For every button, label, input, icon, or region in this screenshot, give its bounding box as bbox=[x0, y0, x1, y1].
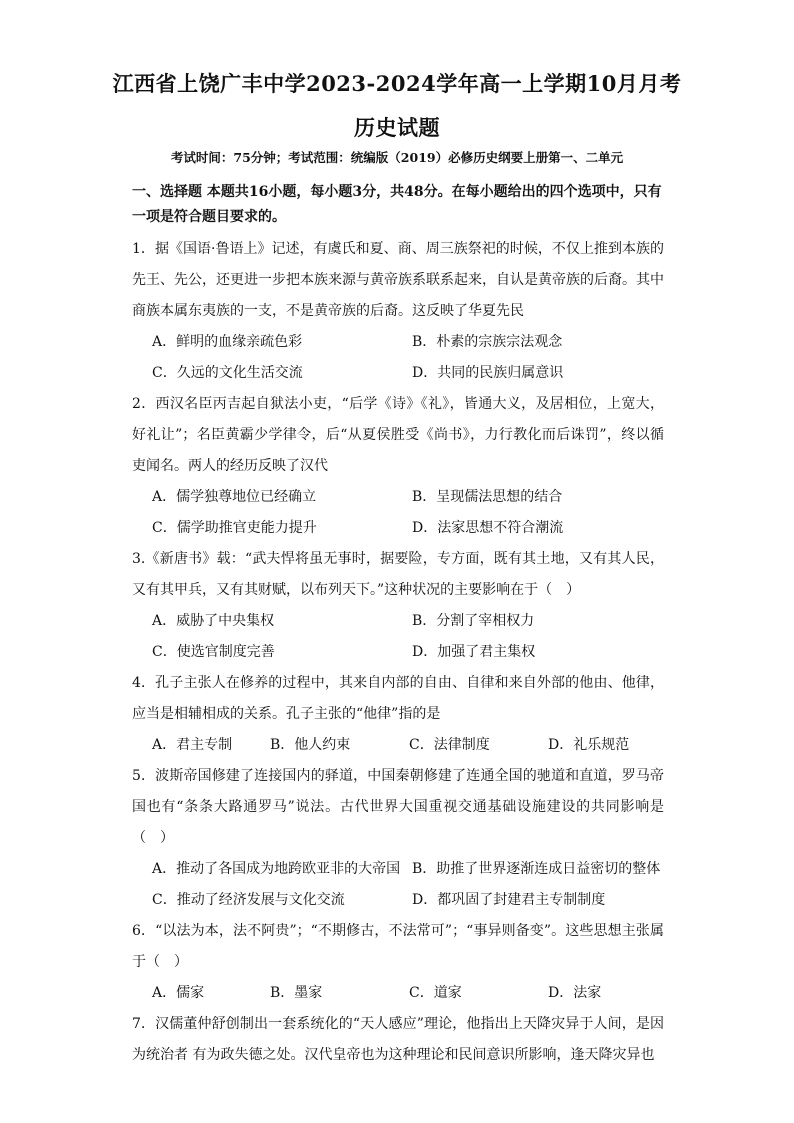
option-list bbox=[132, 978, 664, 1009]
option-a[interactable]: A．威胁了中央集权 bbox=[152, 613, 275, 629]
option-list bbox=[132, 327, 664, 389]
option-b[interactable]: B．助推了世界逐渐连成日益密切的整体 bbox=[412, 861, 661, 877]
option-a[interactable]: A．鲜明的血缘亲疏色彩 bbox=[152, 334, 303, 350]
question-stem: 3.《新唐书》载：“武夫悍将虽无事时，据要险，专方面，既有其土地，又有其人民，又有其甲兵，又有其财赋，以布列天下。”这种状况的主要影响在于（ ） bbox=[132, 551, 664, 598]
question-stem: 6．“以法为本，法不阿贵”；“不期修古，不法常可”；“事异则备变”。这些思想主张属于（ ） bbox=[132, 923, 664, 970]
option-a[interactable]: A．儒家 bbox=[152, 985, 205, 1001]
option-b[interactable]: B．墨家 bbox=[270, 985, 323, 1001]
question-2 bbox=[132, 389, 664, 544]
option-c[interactable]: C．道家 bbox=[409, 985, 462, 1001]
option-b[interactable]: B．他人约束 bbox=[270, 737, 351, 753]
option-c[interactable]: C．法律制度 bbox=[409, 737, 490, 753]
section-heading: 一、选择题 本题共16小题，每小题3分，共48分。在每小题给出的四个选项中，只有一项是符合题目要求的。 bbox=[132, 184, 662, 225]
option-c[interactable]: C．推动了经济发展与文化交流 bbox=[152, 892, 345, 908]
option-d[interactable]: D．法家思想不符合潮流 bbox=[412, 520, 564, 536]
exam-content bbox=[132, 180, 664, 1071]
question-stem: 7．汉儒董仲舒创制出一套系统化的“天人感应”理论，他指出上天降灾异于人间，是因为统治者 有为政失德之处。汉代皇帝也为这种理论和民间意识所影响，逢天降灾异也 bbox=[132, 1016, 664, 1063]
question-5 bbox=[132, 761, 664, 916]
option-d[interactable]: D．加强了君主集权 bbox=[412, 644, 536, 660]
question-6 bbox=[132, 916, 664, 1009]
option-d[interactable]: D．礼乐规范 bbox=[548, 737, 630, 753]
option-a[interactable]: A．儒学独尊地位已经确立 bbox=[152, 489, 317, 505]
option-c[interactable]: C．久远的文化生活交流 bbox=[152, 365, 303, 381]
option-b[interactable]: B．朴素的宗族宗法观念 bbox=[412, 334, 563, 350]
option-d[interactable]: D．法家 bbox=[548, 985, 602, 1001]
option-b[interactable]: B．分割了宰相权力 bbox=[412, 613, 535, 629]
option-a[interactable]: A．推动了各国成为地跨欧亚非的大帝国 bbox=[152, 861, 401, 877]
question-3 bbox=[132, 544, 664, 668]
option-d[interactable]: D．都巩固了封建君主专制制度 bbox=[412, 892, 606, 908]
option-list bbox=[132, 606, 664, 668]
option-list bbox=[132, 730, 664, 761]
option-b[interactable]: B．呈现儒法思想的结合 bbox=[412, 489, 563, 505]
question-stem: 4．孔子主张人在修养的过程中，其来自内部的自由、自律和来自外部的他由、他律，应当是相辅相成的关系。孔子主张的“他律”指的是 bbox=[132, 675, 664, 722]
document-title: 江西省上饶广丰中学2023-2024学年高一上学期10月月考 bbox=[112, 71, 682, 96]
option-list bbox=[132, 482, 664, 544]
option-c[interactable]: C．儒学助推官吏能力提升 bbox=[152, 520, 317, 536]
document-subtitle: 历史试题 bbox=[354, 115, 440, 140]
question-stem: 1．据《国语·鲁语上》记述，有虞氏和夏、商、周三族祭祀的时候，不仅上推到本族的先王、先公，还更进一步把本族来源与黄帝族系联系起来，自认是黄帝族的后裔。其中商族本属东夷族的一支，不是黄帝族的后裔。这反映了华夏先民 bbox=[132, 241, 664, 319]
option-c[interactable]: C．使选官制度完善 bbox=[152, 644, 275, 660]
question-4 bbox=[132, 668, 664, 761]
question-1 bbox=[132, 234, 664, 389]
exam-meta: 考试时间：75分钟；考试范围：统编版（2019）必修历史纲要上册第一、二单元 bbox=[170, 150, 624, 165]
question-stem: 5．波斯帝国修建了连接国内的驿道，中国秦朝修建了连通全国的驰道和直道，罗马帝国也有“条条大路通罗马”说法。古代世界大国重视交通基础设施建设的共同影响是（ ） bbox=[132, 768, 664, 846]
question-stem: 2．西汉名臣丙吉起自狱法小吏，“后学《诗》《礼》，皆通大义，及居相位，上宽大，好礼让”；名臣黄霸少学律令，后“从夏侯胜受《尚书》，力行教化而后诛罚”，终以循吏闻名。两人的经历反映了汉代 bbox=[132, 396, 664, 474]
option-a[interactable]: A．君主专制 bbox=[152, 737, 233, 753]
question-7 bbox=[132, 1009, 664, 1071]
option-d[interactable]: D．共同的民族归属意识 bbox=[412, 365, 564, 381]
option-list bbox=[132, 854, 664, 916]
